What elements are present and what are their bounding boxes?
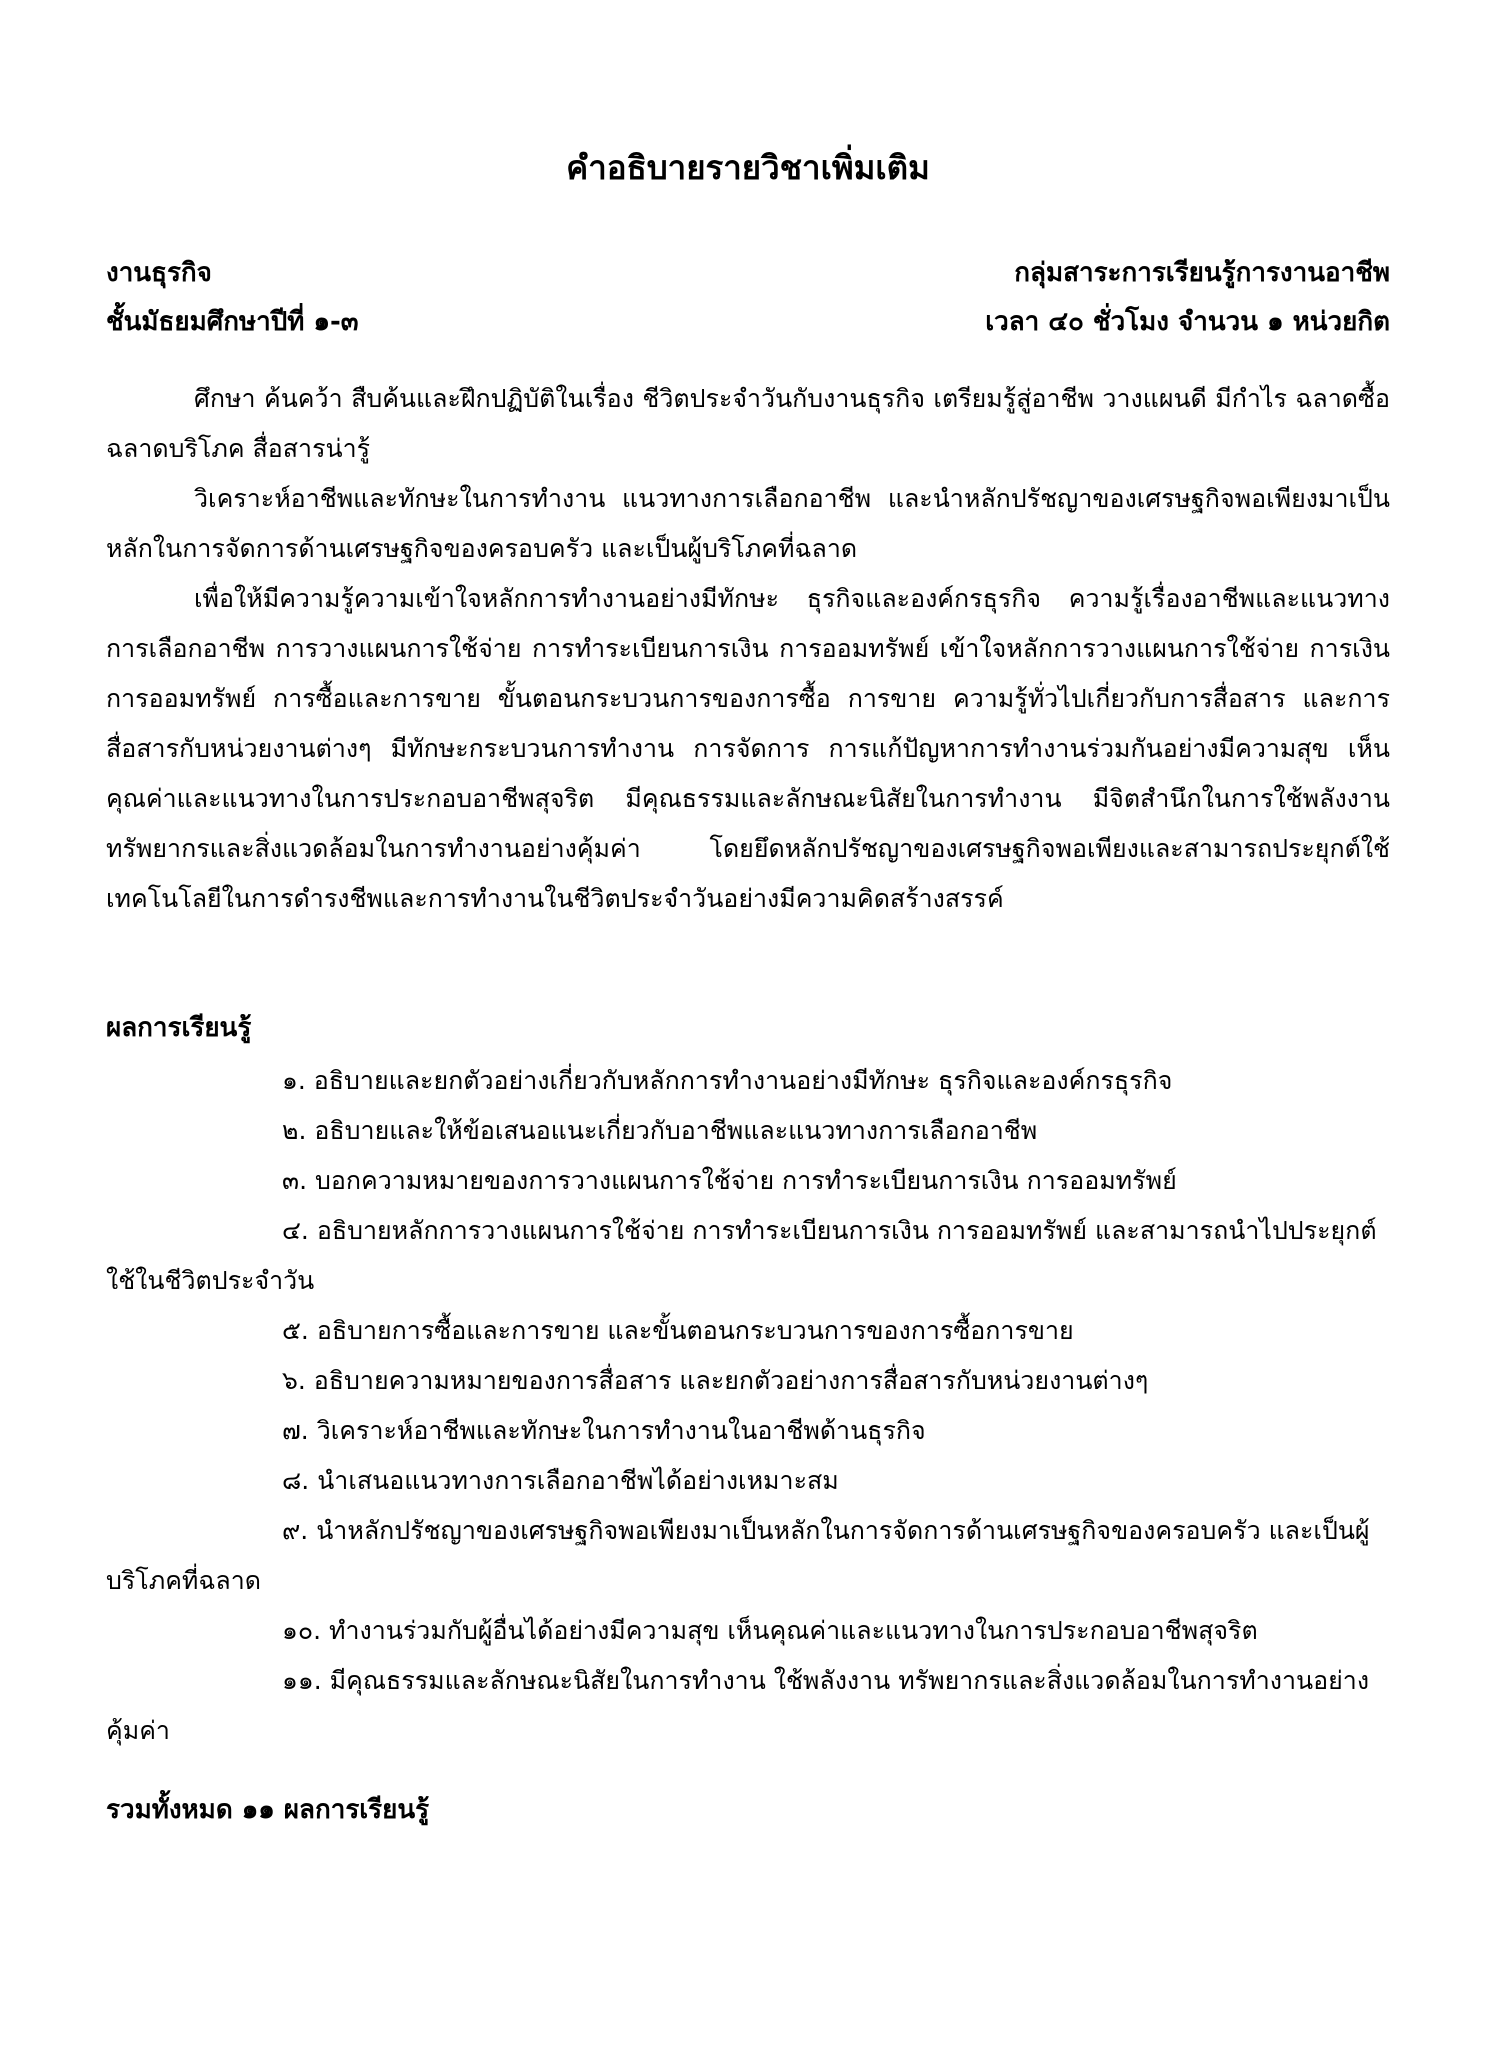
time-credit: เวลา ๔๐ ชั่วโมง จำนวน ๑ หน่วยกิต — [985, 307, 1390, 337]
outcome-text: อธิบายและยกตัวอย่างเกี่ยวกับหลักการทำงานอย่างมีทักษะ ธุรกิจและองค์กรธุรกิจ — [313, 1066, 1173, 1095]
description-paragraph-2: วิเคราะห์อาชีพและทักษะในการทำงาน แนวทางการเลือกอาชีพ และนำหลักปรัชญาของเศรษฐกิจพอเพียงมาเป็นหลักในการจัดการด้านเศรษฐกิจของครอบครัว และเป็นผู้บริโภคที่ฉลาด — [106, 484, 1390, 563]
outcome-text: อธิบายหลักการวางแผนการใช้จ่าย การทำระเบียนการเงิน การออมทรัพย์ และสามารถนำไปประยุกต์ใช้ในชีวิตประจำวัน — [106, 1216, 1377, 1295]
subject-name: งานธุรกิจ — [106, 258, 212, 288]
grade-level: ชั้นมัธยมศึกษาปีที่ ๑-๓ — [106, 307, 359, 337]
outcome-number: ๓. — [282, 1166, 308, 1195]
list-item — [106, 1306, 1390, 1356]
outcome-number: ๕. — [282, 1316, 309, 1345]
outcome-text: มีคุณธรรมและลักษณะนิสัยในการทำงาน ใช้พลังงาน ทรัพยากรและสิ่งแวดล้อมในการทำงานอย่างคุ้มค่า — [106, 1666, 1370, 1745]
list-item — [106, 1206, 1390, 1306]
outcomes-heading: ผลการเรียนรู้ — [106, 1013, 252, 1043]
outcome-number: ๔. — [282, 1216, 309, 1245]
outcome-number: ๒. — [282, 1116, 307, 1145]
outcome-number: ๘. — [282, 1466, 310, 1495]
outcomes-list — [106, 1056, 1390, 1756]
list-item — [106, 1506, 1390, 1606]
list-item — [106, 1406, 1390, 1456]
outcome-text: วิเคราะห์อาชีพและทักษะในการทำงานในอาชีพด้านธุรกิจ — [316, 1416, 926, 1445]
list-item — [106, 1356, 1390, 1406]
header-row-1 — [106, 253, 1390, 293]
outcome-number: ๖. — [282, 1366, 306, 1395]
list-item — [106, 1156, 1390, 1206]
list-item — [106, 1056, 1390, 1106]
outcome-number: ๑๑. — [282, 1666, 322, 1695]
list-item — [106, 1456, 1390, 1506]
outcome-text: นำหลักปรัชญาของเศรษฐกิจพอเพียงมาเป็นหลักในการจัดการด้านเศรษฐกิจของครอบครัว และเป็นผู้บริโภคที่ฉลาด — [106, 1516, 1370, 1595]
list-item — [106, 1106, 1390, 1156]
outcome-text: อธิบายและให้ข้อเสนอแนะเกี่ยวกับอาชีพและแนวทางการเลือกอาชีพ — [314, 1116, 1038, 1145]
outcome-number: ๑๐. — [282, 1616, 322, 1645]
outcome-text: บอกความหมายของการวางแผนการใช้จ่าย การทำระเบียนการเงิน การออมทรัพย์ — [315, 1166, 1177, 1195]
document-title: คำอธิบายรายวิชาเพิ่มเติม — [566, 148, 930, 187]
outcome-text: อธิบายการซื้อและการขาย และขั้นตอนกระบวนการของการซื้อการขาย — [316, 1316, 1074, 1345]
outcome-text: นำเสนอแนวทางการเลือกอาชีพได้อย่างเหมาะสม — [317, 1466, 839, 1495]
description-paragraph-3: เพื่อให้มีความรู้ความเข้าใจหลักการทำงานอย่างมีทักษะ ธุรกิจและองค์กรธุรกิจ ความรู้เรื่องอาชีพและแนวทางการเลือกอาชีพ การวางแผนการใช้จ่าย การทำระเบียนการเงิน การออมทรัพย์ เข้าใจหลักการวางแผนการใช้จ่าย การเงิน การออมทรัพย์ การซื้อและการขาย ขั้นตอนกระบวนการของการซื้อ การขาย ความรู้ทั่วไปเกี่ยวกับการสื่อสาร และการสื่อสารกับหน่วยงานต่างๆ มีทักษะกระบวนการทำงาน การจัดการ การแก้ปัญหาการทำงานร่วมกันอย่างมีความสุข เห็นคุณค่าและแนวทางในการประกอบอาชีพสุจริต มีคุณธรรมและลักษณะนิสัยในการทำงาน มีจิตสำนึกในการใช้พลังงาน ทรัพยากรและสิ่งแวดล้อมในการทำงานอย่างคุ้มค่า โดยยึดหลักปรัชญาของเศรษฐกิจพอเพียงและสามารถประยุกต์ใช้เทคโนโลยีในการดำรงชีพและการทำงานในชีวิตประจำวันอย่างมีความคิดสร้างสรรค์ — [106, 584, 1390, 913]
outcome-number: ๙. — [282, 1516, 309, 1545]
outcome-number: ๑. — [282, 1066, 306, 1095]
list-item — [106, 1606, 1390, 1656]
learning-area: กลุ่มสาระการเรียนรู้การงานอาชีพ — [1014, 258, 1390, 288]
description-paragraph-1: ศึกษา ค้นคว้า สืบค้นและฝึกปฏิบัติในเรื่อง ชีวิตประจำวันกับงานธุรกิจ เตรียมรู้สู่อาชีพ วางแผนดี มีกำไร ฉลาดซื้อฉลาดบริโภค สื่อสารน่ารู้ — [106, 384, 1390, 463]
outcomes-total: รวมทั้งหมด ๑๑ ผลการเรียนรู้ — [106, 1795, 430, 1825]
outcome-text: อธิบายความหมายของการสื่อสาร และยกตัวอย่างการสื่อสารกับหน่วยงานต่างๆ — [313, 1366, 1149, 1395]
course-description — [106, 374, 1390, 924]
outcome-number: ๗. — [282, 1416, 309, 1445]
list-item — [106, 1656, 1390, 1756]
outcome-text: ทำงานร่วมกับผู้อื่นได้อย่างมีความสุข เห็นคุณค่าและแนวทางในการประกอบอาชีพสุจริต — [329, 1616, 1258, 1645]
header-row-2 — [106, 302, 1390, 342]
